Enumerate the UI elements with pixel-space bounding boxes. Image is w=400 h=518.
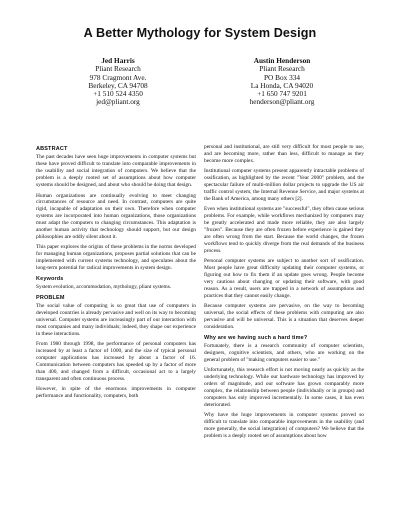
body-paragraph: Why have the huge improvements in computer systems proved so difficult to translate into comparable improvements in the usability (and more generally, the social integration) of computers? We believe that the problem is a deeply rooted set of assumptions about how bbox=[204, 412, 364, 440]
body-paragraph: Institutional computer systems present apparently intractable problems of ossification, as highlighted by the recent "Year 2000" problem, and the spectacular failure of multi-million dollar projects to upgrade the US air traffic control system, the Internal Revenue Service, and major systems at the Bank of America, among many others [2]. bbox=[204, 168, 364, 202]
keywords-heading: Keywords bbox=[36, 275, 64, 282]
author-block bbox=[36, 57, 364, 107]
body-paragraph: Because computer systems are pervasive, on the way to becoming universal, the social effects of these problems with computing are also pervasive and will be universal. This is a situation that deserves deeper consideration. bbox=[204, 303, 364, 331]
author-email: jed@pliant.org bbox=[96, 97, 140, 107]
author-address-line: 978 Cragmont Ave. bbox=[89, 72, 147, 82]
author-name: Jed Harris bbox=[101, 56, 135, 65]
author-org: Pliant Research bbox=[259, 64, 305, 74]
problem-paragraph: However, in spite of the enormous improvements in computer performance and functionality, computers, both bbox=[36, 386, 196, 400]
problem-paragraph: The social value of computing is so great that use of computers in developed countries is already pervasive and well on its way to becoming universal. Computer systems are increasingly part of our interaction with most companies and many individuals; indeed, they shape our experience in these interactions. bbox=[36, 303, 196, 337]
abstract-paragraph: This paper explores the origins of these problems in the norms developed for managing human organizations, proposes partial solutions that can be implemented with current systems technology, and speculates about the long-term potential for radical improvements in system design. bbox=[36, 244, 196, 272]
keywords-text: System evolution, accommodation, mythology, pliant systems. bbox=[36, 284, 172, 291]
author-address-line: PO Box 334 bbox=[263, 72, 301, 82]
author-1 bbox=[36, 57, 200, 107]
paper-title: A Better Mythology for System Design bbox=[83, 26, 317, 40]
problem-heading: PROBLEM bbox=[36, 294, 65, 301]
abstract-heading: ABSTRACT bbox=[36, 146, 68, 152]
author-phone: +1 510 524 4350 bbox=[93, 89, 143, 99]
author-address-line: Berkeley, CA 94708 bbox=[88, 80, 148, 90]
body-paragraph: Personal computer systems are subject to another sort of ossification. Most people have great difficulty updating their computer systems, or figuring out how to fix them if an update goes wrong. People become very cautious about changing or updating their software, with good reason. As a result, users are trapped in a network of assumptions and practices that they cannot easily change. bbox=[204, 258, 364, 299]
author-org: Pliant Research bbox=[95, 64, 141, 74]
right-column bbox=[204, 144, 364, 444]
author-name: Austin Henderson bbox=[253, 56, 311, 65]
abstract-paragraph: The past decades have seen huge improvements in computer systems but these have proved difficult to translate into comparable improvements in the usability and social integration of computers. We believe that the problem is a deeply rooted set of assumptions about how computer systems should be designed, and about who should be doing that design. bbox=[36, 154, 196, 189]
body-paragraph: personal and institutional, are still very difficult for most people to use, and are becoming more, rather than less, difficult to manage as they become more complex. bbox=[204, 144, 364, 164]
author-phone: +1 650 747 9201 bbox=[257, 89, 307, 99]
abstract-paragraph: Human organizations are continually evolving to meet changing circumstances of resource and need. In contrast, computers are quite rigid, incapable of adaptation on their own. Therefore when computer systems are incorporated into human organizations, those organizations must adapt the computers to changing circumstances. This adaptation is another human activity that technology should support, but our design philosophies are oddly silent about it. bbox=[36, 192, 196, 240]
author-2 bbox=[200, 57, 364, 107]
left-column bbox=[36, 144, 196, 404]
body-paragraph: Unfortunately, this research effort is not moving nearly as quickly as the underlying technology. While our hardware technology has improved by orders of magnitude, and our software has grown comparably more complex, the relationship between people (individually or in groups) and computers has only improved incrementally. In some cases, it has even deteriorated. bbox=[204, 367, 364, 408]
author-email: henderson@pliant.org bbox=[249, 97, 315, 107]
author-address-line: La Honda, CA 94020 bbox=[250, 80, 314, 90]
body-paragraph: Fortunately, there is a research community of computer scientists, designers, cognitive scientists, and others, who are working on the general problem of "making computers easier to use." bbox=[204, 343, 364, 363]
problem-paragraph: From 1980 through 1998, the performance of personal computers has increased by at least a factor of 1000, and the size of typical personal computer applications has increased by about a factor of 16. Communication between computers has speeded up by a factor of more than 400, and changed from a difficult, occasional act to a largely transparent and often continuous process. bbox=[36, 341, 196, 382]
section-heading: Why are we having such a hard time? bbox=[204, 334, 308, 341]
body-paragraph: Even when institutional systems are "successful", they often cause serious problems. For example, while workflows mechanized by computers may be greatly accelerated and made more reliable, they are also largely "frozen". Because they are often frozen before experience is gained they are often wrong from the start. Because the world changes, the frozen workflows tend to quickly diverge from the real demands of the business process. bbox=[204, 206, 364, 254]
